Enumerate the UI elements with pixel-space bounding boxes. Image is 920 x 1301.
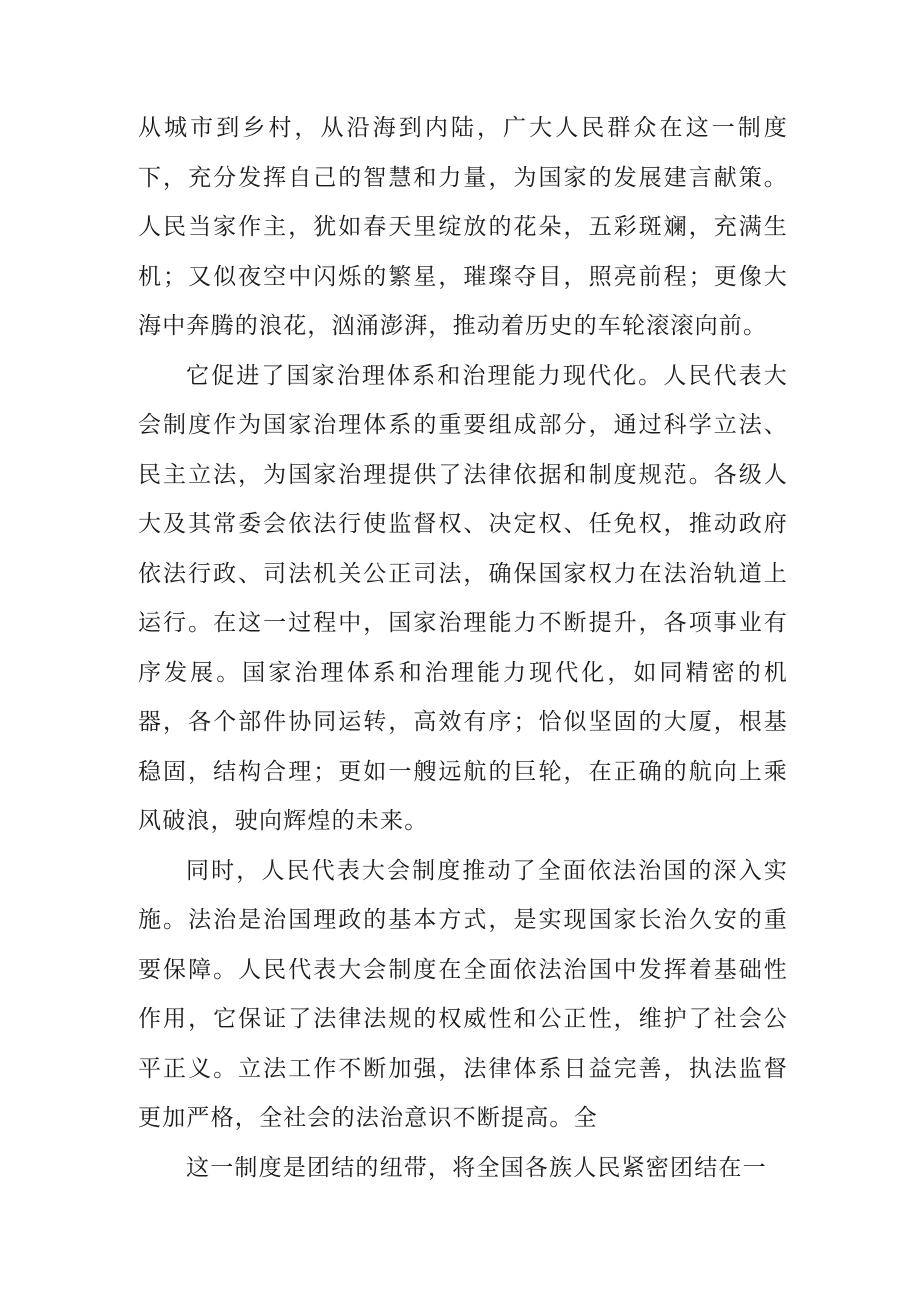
- paragraph-1: 从城市到乡村，从沿海到内陆，广大人民群众在这一制度下，充分发挥自己的智慧和力量，为国家的发展建言献策。人民当家作主，犹如春天里绽放的花朵，五彩斑斓，充满生机；又似夜空中闪烁的繁星，璀璨夺目，照亮前程；更像大海中奔腾的浪花，汹涌澎湃，推动着历史的车轮滚滚向前。: [138, 115, 788, 339]
- paragraph-2: 它促进了国家治理体系和治理能力现代化。人民代表大会制度作为国家治理体系的重要组成部分，通过科学立法、民主立法，为国家治理提供了法律依据和制度规范。各级人大及其常委会依法行使监督权、决定权、任免权，推动政府依法行政、司法机关公正司法，确保国家权力在法治轨道上运行。在这一过程中，国家治理能力不断提升，各项事业有序发展。国家治理体系和治理能力现代化，如同精密的机器，各个部件协同运转，高效有序；恰似坚固的大厦，根基稳固，结构合理；更如一艘远航的巨轮，在正确的航向上乘风破浪，驶向辉煌的未来。: [138, 362, 788, 834]
- paragraph-3: 同时，人民代表大会制度推动了全面依法治国的深入实施。法治是治国理政的基本方式，是实现国家长治久安的重要保障。人民代表大会制度在全面依法治国中发挥着基础性作用，它保证了法律法规的权威性和公正性，维护了社会公平正义。立法工作不断加强，法律体系日益完善，执法监督更加严格，全社会的法治意识不断提高。全: [138, 857, 788, 1131]
- document-body: [138, 104, 788, 1193]
- paragraph-4: 这一制度是团结的纽带，将全国各族人民紧密团结在一: [186, 1154, 767, 1181]
